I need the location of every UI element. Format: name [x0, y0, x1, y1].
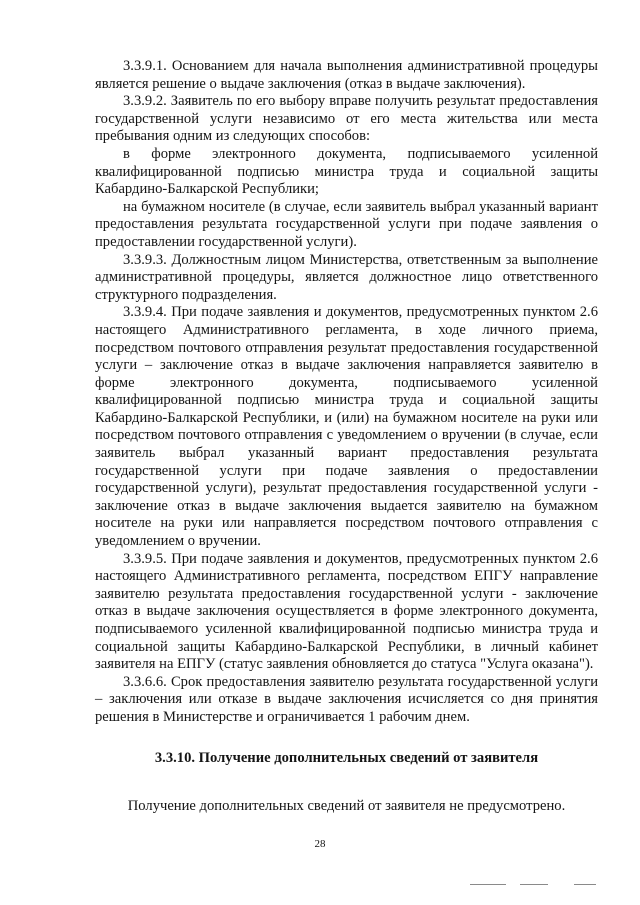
- section-heading: 3.3.10. Получение дополнительных сведений от заявителя: [154, 749, 539, 766]
- paragraph-3-3-9-3: 3.3.9.3. Должностным лицом Министерства, ответственным за выполнение административной процедуры, является должностное лицо ответственного структурного подразделения.: [95, 251, 598, 303]
- page-number: 28: [314, 838, 326, 850]
- document-body: [95, 58, 598, 815]
- paragraph-3-3-9-5: 3.3.9.5. При подаче заявления и документов, предусмотренных пунктом 2.6 настоящего Административного регламента, посредством ЕПГУ направление заявителю результата предоставления государственной услуги - заключение отказ в выдаче заключения осуществляется в форме электронного документа, подписываемого усиленной квалифицированной подписью министра труда и социальной защиты Кабардино-Балкарской Республики, в личный кабинет заявителя на ЕПГУ (статус заявления обновляется до статуса "Услуга оказана").: [95, 550, 598, 673]
- scan-edge-mark: [470, 884, 506, 885]
- paragraph-3-3-9-2: 3.3.9.2. Заявитель по его выбору вправе получить результат предоставления государственной услуги независимо от его места жительства или места пребывания одним из следующих способов:: [95, 93, 598, 145]
- scan-edge-mark: [520, 884, 548, 885]
- paragraph-paper-form: на бумажном носителе (в случае, если заявитель выбрал указанный вариант предоставления результата государственной услуги при подаче заявления о предоставлении государственной услуги).: [95, 198, 598, 250]
- paragraph-3-3-9-4: 3.3.9.4. При подаче заявления и документов, предусмотренных пунктом 2.6 настоящего Административного регламента, в ходе личного приема, посредством почтового отправления результат предоставления государственной услуги – заключение отказ в выдаче заключения направляется заявителю в форме электронного документа, подписываемого усиленной квалифицированной подписью министра труда и социальной защиты Кабардино-Балкарской Республики, и (или) на бумажном носителе на руки или посредством почтового отправления с уведомлением о вручении (в случае, если заявитель выбрал указанный вариант предоставления результата государственной услуги при подаче заявления о предоставлении государственной услуги), результат предоставления государственной услуги - заключение отказ в выдаче заключения выдается заявителю на бумажном носителе на руки или направляется посредством почтового отправления с уведомлением о вручении.: [95, 304, 598, 550]
- section-text: Получение дополнительных сведений от заявителя не предусмотрено.: [127, 797, 566, 814]
- paragraph-3-3-6-6: 3.3.6.6. Срок предоставления заявителю результата государственной услуги – заключения или отказе в выдаче заключения исчисляется со дня принятия решения в Министерстве и ограничивается 1 рабочим днем.: [95, 673, 598, 725]
- scan-edge-mark: [574, 884, 596, 885]
- paragraph-3-3-9-1: 3.3.9.1. Основанием для начала выполнения административной процедуры является решение о выдаче заключения (отказ в выдаче заключения).: [95, 58, 598, 92]
- paragraph-electronic-form: в форме электронного документа, подписываемого усиленной квалифицированной подписью министра труда и социальной защиты Кабардино-Балкарской Республики;: [95, 145, 598, 198]
